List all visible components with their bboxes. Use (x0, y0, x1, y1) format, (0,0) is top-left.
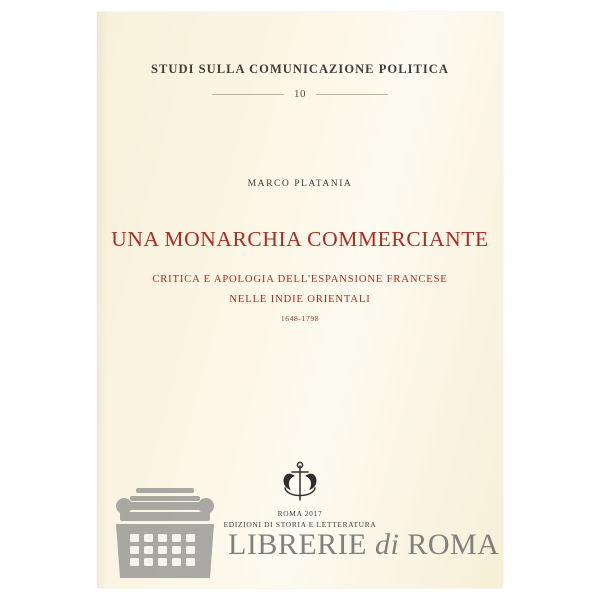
imprint-publisher: EDIZIONI DI STORIA E LETTERATURA (223, 520, 377, 529)
series-header (97, 62, 503, 100)
date-range: 1648-1798 (280, 314, 320, 323)
imprint-place-year: ROMA 2017 (277, 509, 323, 518)
author-name: MARCO PLATANIA (247, 178, 353, 189)
dolphin-anchor-printers-mark-icon (277, 460, 323, 506)
bookstore-name-part-3: ROMA (407, 528, 500, 561)
subtitle-line-1: CRITICA E APOLOGIA DELL'ESPANSIONE FRANCESE (152, 274, 448, 285)
divider-line-left (212, 94, 284, 95)
divider-line-right (316, 94, 388, 95)
series-title: STUDI SULLA COMUNICAZIONE POLITICA (151, 62, 449, 76)
series-number: 10 (294, 88, 306, 100)
bookstore-name-part-1: LIBRERIE (228, 528, 367, 561)
book-cover (97, 12, 503, 588)
bookstore-name-part-2: di (375, 528, 400, 561)
book-subtitle (97, 270, 503, 310)
subtitle-line-2: NELLE INDIE ORIENTALI (229, 294, 371, 305)
book-title: UNA MONARCHIA COMMERCIANTE (111, 227, 489, 251)
publisher-imprint (97, 508, 503, 530)
series-divider (97, 88, 503, 100)
